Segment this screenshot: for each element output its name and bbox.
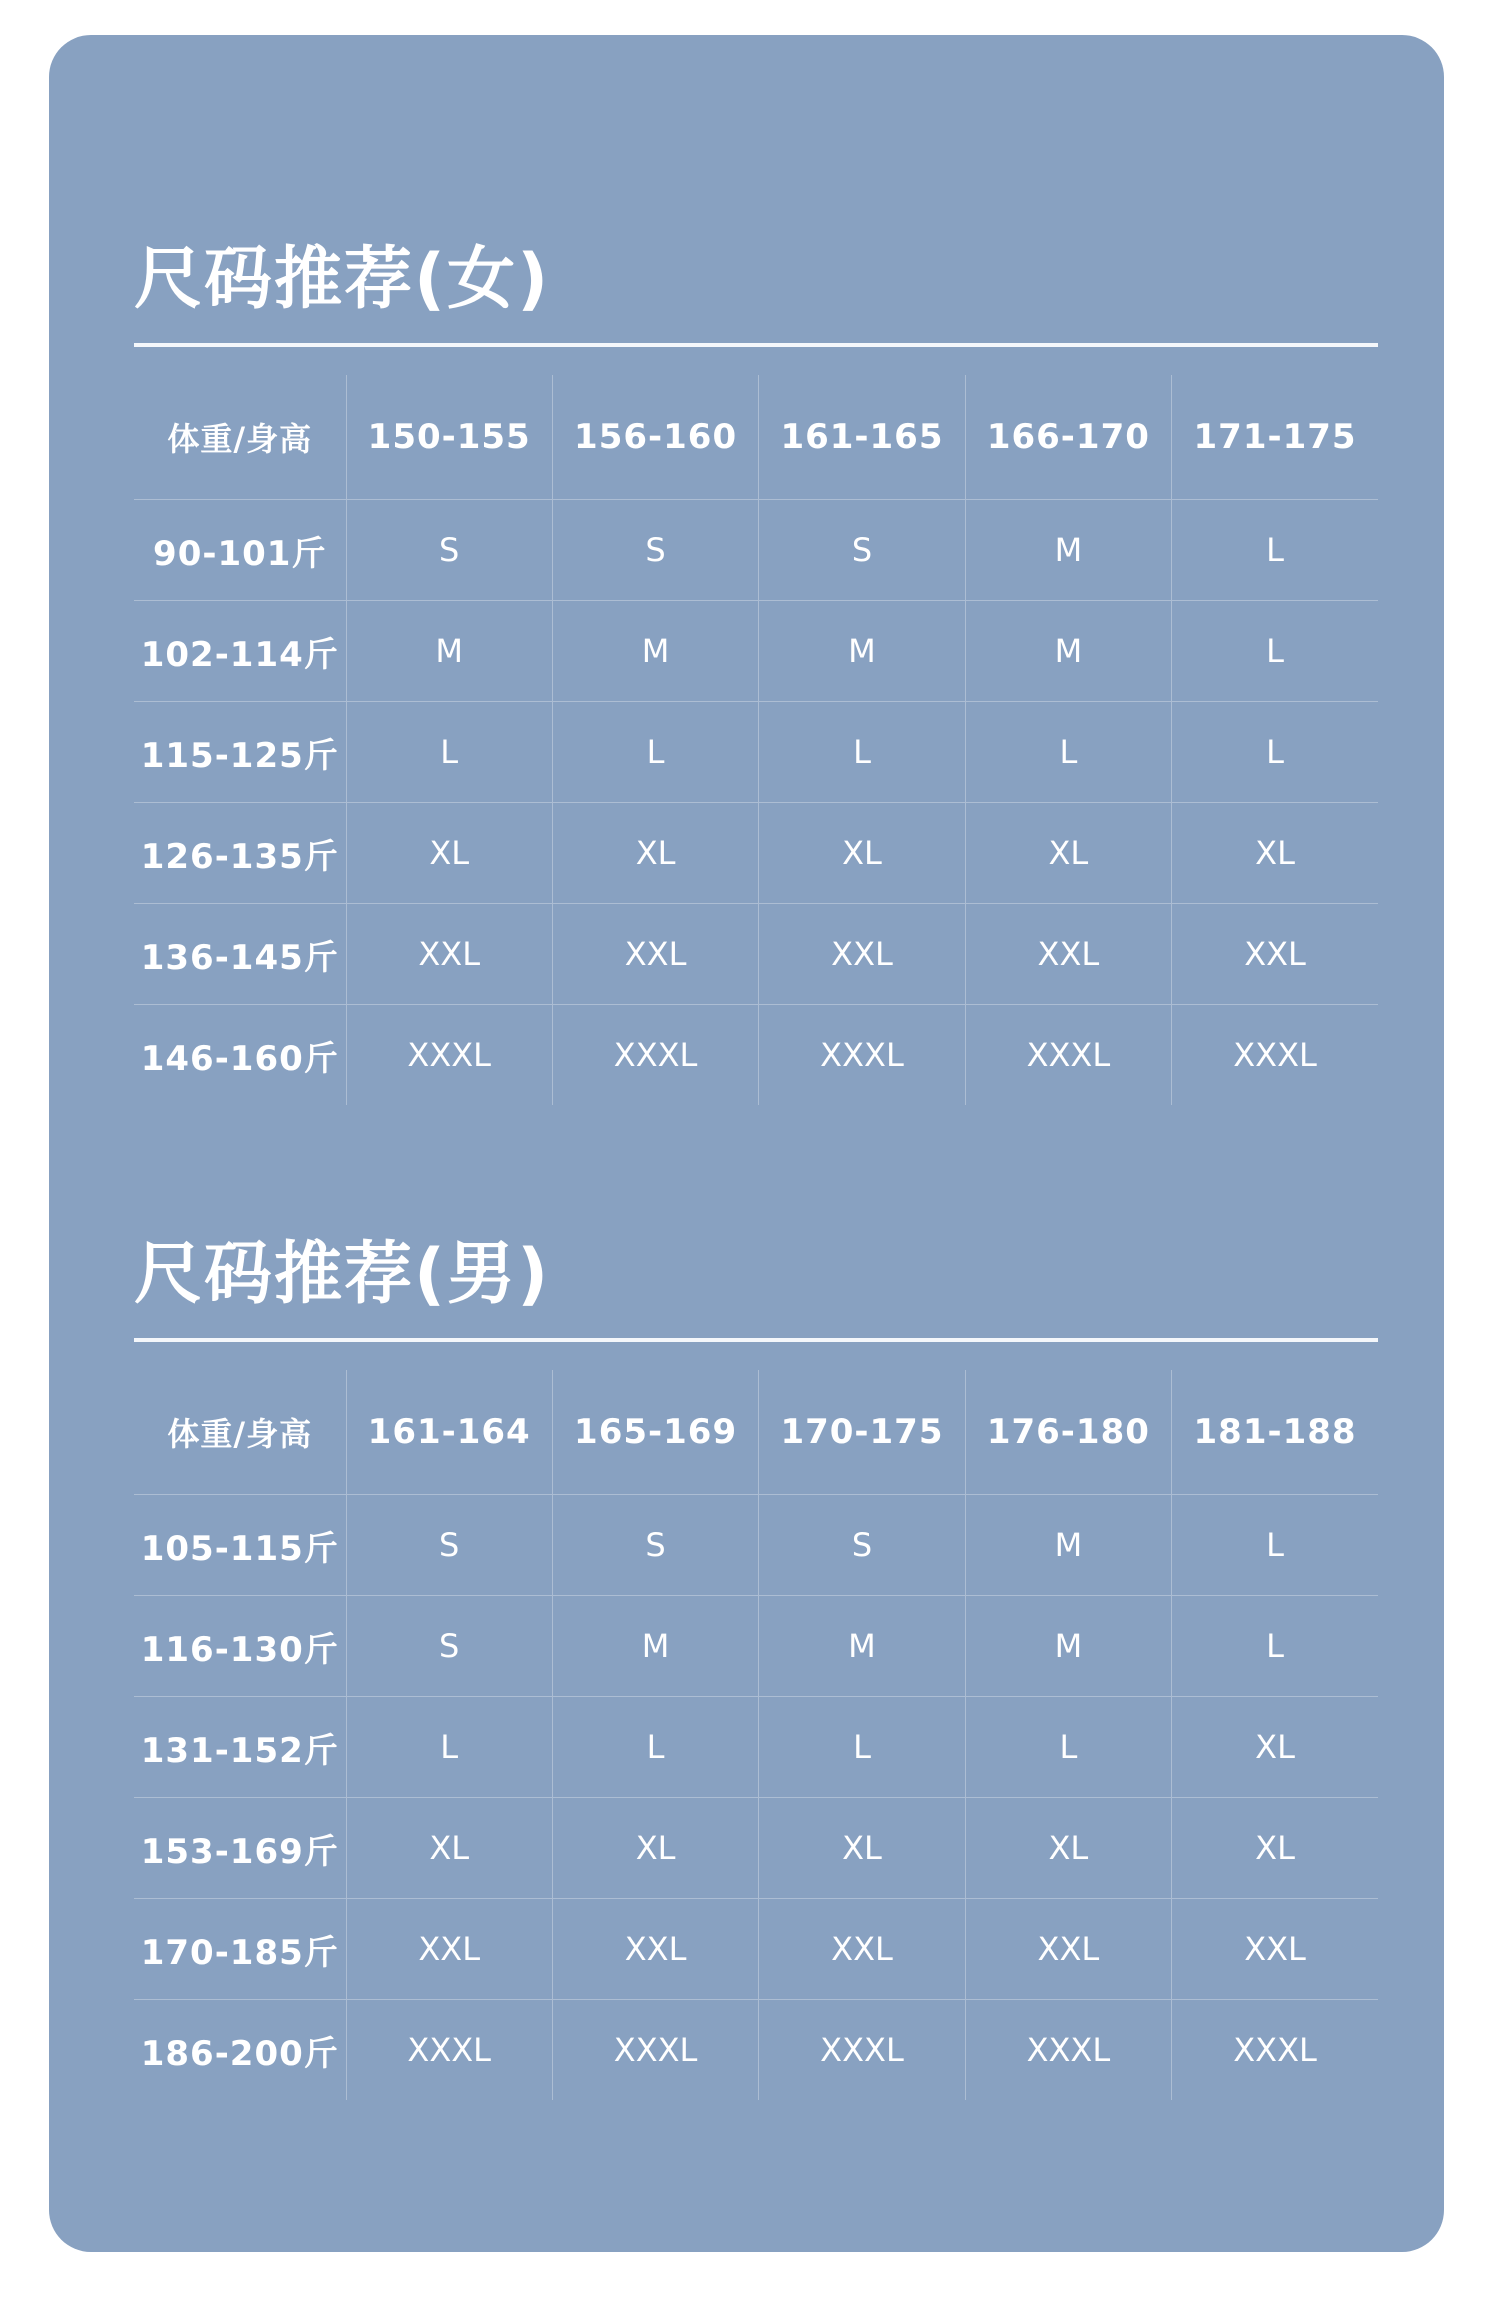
women-size-cell: S — [346, 500, 552, 601]
women-size-cell: XL — [1172, 803, 1378, 904]
men-section-title: 尺码推荐(男) — [134, 1235, 551, 1314]
men-height-header: 170-175 — [759, 1370, 965, 1495]
men-size-cell: M — [965, 1495, 1171, 1596]
women-height-header: 171-175 — [1172, 375, 1378, 500]
women-height-header: 161-165 — [759, 375, 965, 500]
women-weight-label: 146-160斤 — [134, 1005, 346, 1106]
women-size-cell: XXXL — [552, 1005, 758, 1106]
women-table-row — [134, 702, 1378, 803]
women-size-section — [134, 225, 1378, 1105]
women-size-cell: M — [346, 601, 552, 702]
women-size-cell: XXL — [965, 904, 1171, 1005]
men-size-cell: L — [346, 1697, 552, 1798]
women-size-cell: XXL — [1172, 904, 1378, 1005]
men-size-cell: XL — [552, 1798, 758, 1899]
men-size-cell: M — [759, 1596, 965, 1697]
size-chart-card — [49, 35, 1444, 2252]
women-table-row — [134, 803, 1378, 904]
men-size-cell: XL — [759, 1798, 965, 1899]
women-table-row — [134, 500, 1378, 601]
women-weight-label: 136-145斤 — [134, 904, 346, 1005]
men-size-cell: L — [759, 1697, 965, 1798]
women-size-cell: L — [1172, 601, 1378, 702]
men-size-cell: M — [552, 1596, 758, 1697]
women-weight-label: 102-114斤 — [134, 601, 346, 702]
women-section-title: 尺码推荐(女) — [134, 240, 551, 319]
women-size-cell: M — [965, 500, 1171, 601]
men-weight-label: 153-169斤 — [134, 1798, 346, 1899]
men-size-cell: XXXL — [552, 2000, 758, 2101]
women-size-cell: S — [759, 500, 965, 601]
men-corner-label: 体重/身高 — [167, 1415, 313, 1453]
men-weight-label: 105-115斤 — [134, 1495, 346, 1596]
women-size-cell: L — [1172, 702, 1378, 803]
men-weight-label: 116-130斤 — [134, 1596, 346, 1697]
men-size-table — [134, 1370, 1378, 2100]
men-size-cell: XXL — [346, 1899, 552, 2000]
women-weight-label: 90-101斤 — [134, 500, 346, 601]
women-size-cell: XXXL — [346, 1005, 552, 1106]
women-size-cell: M — [552, 601, 758, 702]
men-height-header: 181-188 — [1172, 1370, 1378, 1495]
women-size-cell: XXXL — [1172, 1005, 1378, 1106]
women-table-row — [134, 904, 1378, 1005]
women-size-cell: XXXL — [965, 1005, 1171, 1106]
men-size-cell: XXL — [552, 1899, 758, 2000]
men-size-cell: L — [1172, 1596, 1378, 1697]
men-size-cell: M — [965, 1596, 1171, 1697]
women-height-header: 166-170 — [965, 375, 1171, 500]
men-table-row — [134, 1495, 1378, 1596]
men-height-header: 161-164 — [346, 1370, 552, 1495]
men-height-header: 165-169 — [552, 1370, 758, 1495]
men-size-cell: S — [759, 1495, 965, 1596]
women-size-cell: L — [759, 702, 965, 803]
men-size-cell: XXL — [965, 1899, 1171, 2000]
men-header-row — [134, 1370, 1378, 1495]
women-size-cell: L — [1172, 500, 1378, 601]
men-table-row — [134, 1899, 1378, 2000]
men-size-cell: XXL — [759, 1899, 965, 2000]
women-size-cell: L — [346, 702, 552, 803]
women-height-header: 156-160 — [552, 375, 758, 500]
men-size-cell: XXXL — [759, 2000, 965, 2101]
men-title-divider — [134, 1338, 1378, 1342]
men-size-cell: L — [552, 1697, 758, 1798]
women-size-cell: L — [552, 702, 758, 803]
men-weight-label: 170-185斤 — [134, 1899, 346, 2000]
men-size-cell: L — [965, 1697, 1171, 1798]
women-size-cell: L — [965, 702, 1171, 803]
men-size-section — [134, 1220, 1378, 2100]
women-size-cell: XXL — [759, 904, 965, 1005]
men-height-header: 176-180 — [965, 1370, 1171, 1495]
women-size-cell: XL — [965, 803, 1171, 904]
women-size-cell: XL — [759, 803, 965, 904]
women-size-cell: XXXL — [759, 1005, 965, 1106]
women-corner-label: 体重/身高 — [167, 420, 313, 458]
men-weight-label: 186-200斤 — [134, 2000, 346, 2101]
men-size-cell: XL — [1172, 1697, 1378, 1798]
women-table-row — [134, 1005, 1378, 1106]
men-size-cell: S — [346, 1596, 552, 1697]
women-size-cell: M — [965, 601, 1171, 702]
women-height-header: 150-155 — [346, 375, 552, 500]
men-table-row — [134, 2000, 1378, 2101]
men-size-cell: XL — [965, 1798, 1171, 1899]
women-size-cell: XL — [552, 803, 758, 904]
men-size-cell: L — [1172, 1495, 1378, 1596]
women-title-divider — [134, 343, 1378, 347]
women-weight-label: 115-125斤 — [134, 702, 346, 803]
women-size-cell: XL — [346, 803, 552, 904]
men-size-cell: XL — [1172, 1798, 1378, 1899]
women-weight-label: 126-135斤 — [134, 803, 346, 904]
men-size-cell: S — [552, 1495, 758, 1596]
women-header-row — [134, 375, 1378, 500]
men-size-cell: XXXL — [965, 2000, 1171, 2101]
men-table-row — [134, 1697, 1378, 1798]
men-size-cell: XXXL — [346, 2000, 552, 2101]
women-size-cell: S — [552, 500, 758, 601]
men-size-cell: S — [346, 1495, 552, 1596]
men-size-cell: XXXL — [1172, 2000, 1378, 2101]
women-size-cell: XXL — [346, 904, 552, 1005]
men-table-row — [134, 1596, 1378, 1697]
women-size-cell: XXL — [552, 904, 758, 1005]
men-size-cell: XXL — [1172, 1899, 1378, 2000]
men-weight-label: 131-152斤 — [134, 1697, 346, 1798]
women-size-cell: M — [759, 601, 965, 702]
men-table-row — [134, 1798, 1378, 1899]
women-size-table — [134, 375, 1378, 1105]
women-table-row — [134, 601, 1378, 702]
men-size-cell: XL — [346, 1798, 552, 1899]
